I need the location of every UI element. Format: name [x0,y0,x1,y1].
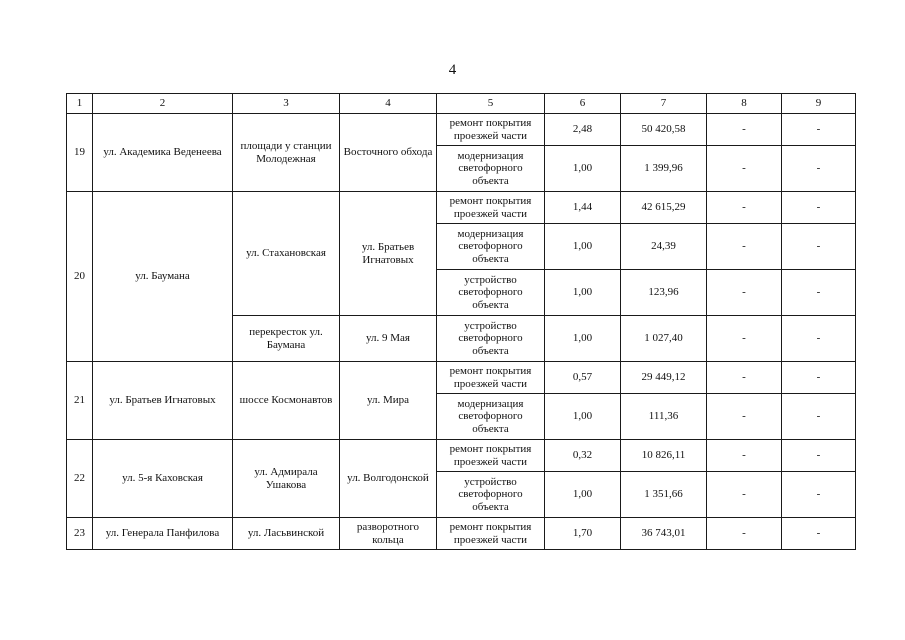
work-quantity: 1,00 [545,224,621,270]
work-cost: 50 420,58 [621,114,707,146]
header-row [67,94,856,114]
table-row [67,114,856,146]
segment-to: ул. Мира [340,362,437,440]
col9-value: - [782,362,856,394]
work-quantity: 2,48 [545,114,621,146]
work-type: модернизация светофорного объекта [437,394,545,440]
work-type: устройство светофорного объекта [437,472,545,518]
work-cost: 1 027,40 [621,316,707,362]
work-quantity: 1,00 [545,472,621,518]
street-name: ул. Баумана [93,192,233,362]
col8-value: - [707,472,782,518]
segment-to: ул. 9 Мая [340,316,437,362]
segment-from: площади у станции Молодежная [233,114,340,192]
col9-value: - [782,114,856,146]
col8-value: - [707,362,782,394]
table-row [67,440,856,472]
col8-value: - [707,146,782,192]
work-type: ремонт покрытия проезжей части [437,518,545,550]
work-cost: 1 351,66 [621,472,707,518]
segment-to: Восточного обхода [340,114,437,192]
work-quantity: 1,00 [545,394,621,440]
work-type: ремонт покрытия проезжей части [437,192,545,224]
col9-value: - [782,192,856,224]
row-number: 19 [67,114,93,192]
segment-from: ул. Стахановская [233,192,340,316]
col9-value: - [782,394,856,440]
segment-to: ул. Волгодонской [340,440,437,518]
header-cell: 5 [437,94,545,114]
work-type: ремонт покрытия проезжей части [437,362,545,394]
segment-from: перекресток ул. Баумана [233,316,340,362]
row-number: 20 [67,192,93,362]
work-quantity: 1,44 [545,192,621,224]
col9-value: - [782,270,856,316]
header-cell: 8 [707,94,782,114]
work-type: устройство светофорного объекта [437,316,545,362]
street-name: ул. Братьев Игнатовых [93,362,233,440]
header-cell: 3 [233,94,340,114]
work-type: модернизация светофорного объекта [437,146,545,192]
work-cost: 42 615,29 [621,192,707,224]
work-type: ремонт покрытия проезжей части [437,440,545,472]
work-cost: 111,36 [621,394,707,440]
segment-from: ул. Адмирала Ушакова [233,440,340,518]
table-row [67,192,856,224]
header-cell: 6 [545,94,621,114]
work-type: ремонт покрытия проезжей части [437,114,545,146]
header-cell: 7 [621,94,707,114]
work-quantity: 0,57 [545,362,621,394]
col9-value: - [782,316,856,362]
work-quantity: 1,00 [545,316,621,362]
col8-value: - [707,192,782,224]
work-quantity: 0,32 [545,440,621,472]
work-type: модернизация светофорного объекта [437,224,545,270]
segment-to: разворотного кольца [340,518,437,550]
header-cell: 2 [93,94,233,114]
col9-value: - [782,440,856,472]
col9-value: - [782,518,856,550]
col8-value: - [707,224,782,270]
table-row [67,518,856,550]
work-cost: 123,96 [621,270,707,316]
col9-value: - [782,146,856,192]
row-number: 22 [67,440,93,518]
page-number: 4 [448,62,457,78]
work-type: устройство светофорного объекта [437,270,545,316]
col8-value: - [707,316,782,362]
col9-value: - [782,224,856,270]
segment-from: шоссе Космонавтов [233,362,340,440]
table-row [67,362,856,394]
segment-from: ул. Ласьвинской [233,518,340,550]
work-quantity: 1,00 [545,270,621,316]
segment-to: ул. Братьев Игнатовых [340,192,437,316]
col8-value: - [707,114,782,146]
header-cell: 1 [67,94,93,114]
header-cell: 4 [340,94,437,114]
col8-value: - [707,440,782,472]
work-cost: 24,39 [621,224,707,270]
col8-value: - [707,394,782,440]
work-cost: 1 399,96 [621,146,707,192]
col8-value: - [707,270,782,316]
street-name: ул. Генерала Панфилова [93,518,233,550]
work-cost: 36 743,01 [621,518,707,550]
work-cost: 29 449,12 [621,362,707,394]
row-number: 23 [67,518,93,550]
header-cell: 9 [782,94,856,114]
road-works-table [66,93,856,550]
street-name: ул. 5-я Каховская [93,440,233,518]
col9-value: - [782,472,856,518]
work-quantity: 1,70 [545,518,621,550]
street-name: ул. Академика Веденеева [93,114,233,192]
work-cost: 10 826,11 [621,440,707,472]
col8-value: - [707,518,782,550]
row-number: 21 [67,362,93,440]
work-quantity: 1,00 [545,146,621,192]
